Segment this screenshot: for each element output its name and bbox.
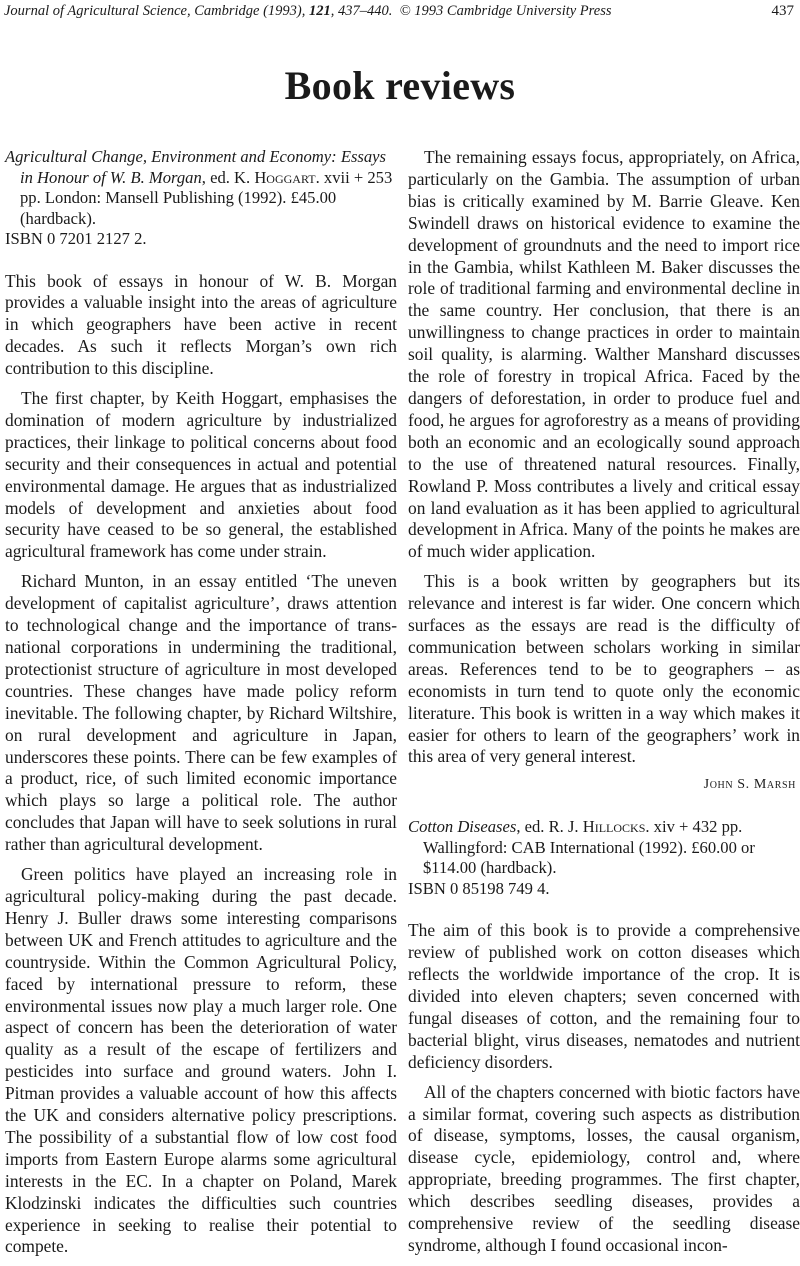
left-column bbox=[5, 147, 397, 1266]
journal-citation: Journal of Agricultural Science, Cambridge (1993), 121, 437–440. © 1993 Cambridge University Press bbox=[4, 2, 612, 19]
review-1-paragraph-3: Richard Munton, in an essay entitled ‘The uneven development of capitalist agriculture’, draws attention to technological change and the importance of trans-national corporations in undermining the traditional, protectionist structure of agriculture in most developed countries. These changes have made policy reform inevitable. The following chapter, by Richard Wiltshire, on rural development and agriculture in Japan, underscores these points. There can be few examples of a product, rice, of such limited economic importance which plays so large a political role. The author concludes that Japan will have to seek solutions in rural rather than agricultural development. bbox=[5, 571, 397, 855]
review-2-editor: Hillocks bbox=[582, 817, 646, 837]
review-1-paragraph-5: The remaining essays focus, appropriately, on Africa, particularly on the Gambia. The assumption of urban bias is critically examined by M. Barrie Gleave. Ken Swindell draws on historical evidence to examine the development of groundnuts and the need to import rice in the Gambia, whilst Kathleen M. Baker discusses the role of traditional farming and environmental decline in the same country. Her conclusion, that there is an unwillingness to change practices in order to maintain soil quality, is alarming. Walther Manshard discusses the role of forestry in tropical Africa. Faced by the dangers of deforestation, in order to produce fuel and food, he argues for agroforestry as a means of providing both an economic and an ecologically sound approach to the use of threatened natural resources. Finally, Rowland P. Moss contributes a lively and critical essay on land evaluation as it has been applied to agricultural development in Africa. Many of the points he makes are of much wider application. bbox=[408, 147, 800, 562]
review-1-citation: Agricultural Change, Environment and Economy: Essays in Honour of W. B. Morgan, ed. K. Hoggart. xvii + 253 pp. London: Mansell Publishing (1992). £45.00 (hardback). ISBN 0 7201 2127 2. bbox=[5, 147, 397, 250]
right-column bbox=[408, 147, 800, 1265]
review-2-paragraph-1: The aim of this book is to provide a comprehensive review of published work on cotton diseases which reflects the worldwide importance of the crop. It is divided into eleven chapters; seven concerned with fungal diseases of cotton, and the remaining four to bacterial blight, virus diseases, nematodes and nutrient deficiency disorders. bbox=[408, 920, 800, 1072]
reviewer-signature: John S. Marsh bbox=[703, 777, 796, 793]
review-2-isbn: ISBN 0 85198 749 4. bbox=[408, 878, 550, 898]
copyright-notice: © 1993 Cambridge University Press bbox=[399, 2, 612, 19]
review-1-paragraph-4: Green politics have played an increasing role in agricultural policy-making during the past decade. Henry J. Buller draws some interesting comparisons between UK and French attitudes to agriculture and the countryside. Within the Common Agricultural Policy, faced by international pressure to reform, these environmental issues now play a much larger role. One aspect of concern has been the deterioration of water quality as a result of the escape of fertilizers and pesticides into surface and ground waters. John I. Pitman provides a valuable account of how this affects the UK and considers alternative policy prescriptions. The possibility of a substantial flow of low cost food imports from Eastern Europe alarms some agricultural interests in the EC. In a chapter on Poland, Marek Klodzinski indicates the difficulties such countries experience in seeking to realise their potential to compete. bbox=[5, 864, 397, 1257]
page-number: 437 bbox=[771, 2, 794, 19]
review-1-isbn: ISBN 0 7201 2127 2. bbox=[5, 229, 147, 248]
review-2-book-title: Cotton Diseases bbox=[408, 817, 517, 837]
review-2-paragraph-2: All of the chapters concerned with biotic factors have a similar format, covering such aspects as distribution of disease, symptoms, losses, the causal organism, disease cycle, epidemiology, control and, where appropriate, breeding programmes. The first chapter, which describes seedling diseases, provides a comprehensive review of the seedling disease syndrome, although I found occasional incon- bbox=[408, 1081, 800, 1255]
review-1-book-title: Agricultural Change, Environment and Economy: Essays in Honour of W. B. Morgan bbox=[5, 147, 386, 187]
review-1-editor: Hoggart bbox=[254, 167, 316, 187]
page-title: Book reviews bbox=[284, 63, 516, 108]
review-1-paragraph-6: This is a book written by geographers but its relevance and interest is far wider. One concern which surfaces as the essays are read is the difficulty of communication between scholars working in similar areas. References tend to be to geographers – as economists in turn tend to quote only the economic literature. This book is written in a way which makes it easier for others to learn of the geographers’ work in this area of very general interest. bbox=[408, 571, 800, 767]
review-1-paragraph-1: This book of essays in honour of W. B. Morgan provides a valuable insight into the areas of agriculture in which geographers have been active in recent decades. As such it reflects Morgan’s own rich contribution to this discipline. bbox=[5, 270, 397, 379]
review-1-paragraph-2: The first chapter, by Keith Hoggart, emphasises the domination of modern agriculture by industrialized practices, their linkage to political concerns about food security and their consequences in actual and potential environmental damage. He argues that as industrialized models of development and anxieties about food security have ceased to be so general, the established agricultural framework has come under strain. bbox=[5, 388, 397, 562]
running-head bbox=[4, 0, 796, 22]
review-2-citation: Cotton Diseases, ed. R. J. Hillocks. xiv + 432 pp. Wallingford: CAB International (1992). £60.00 or $114.00 (hardback). ISBN 0 85198 749 4. bbox=[408, 817, 800, 899]
